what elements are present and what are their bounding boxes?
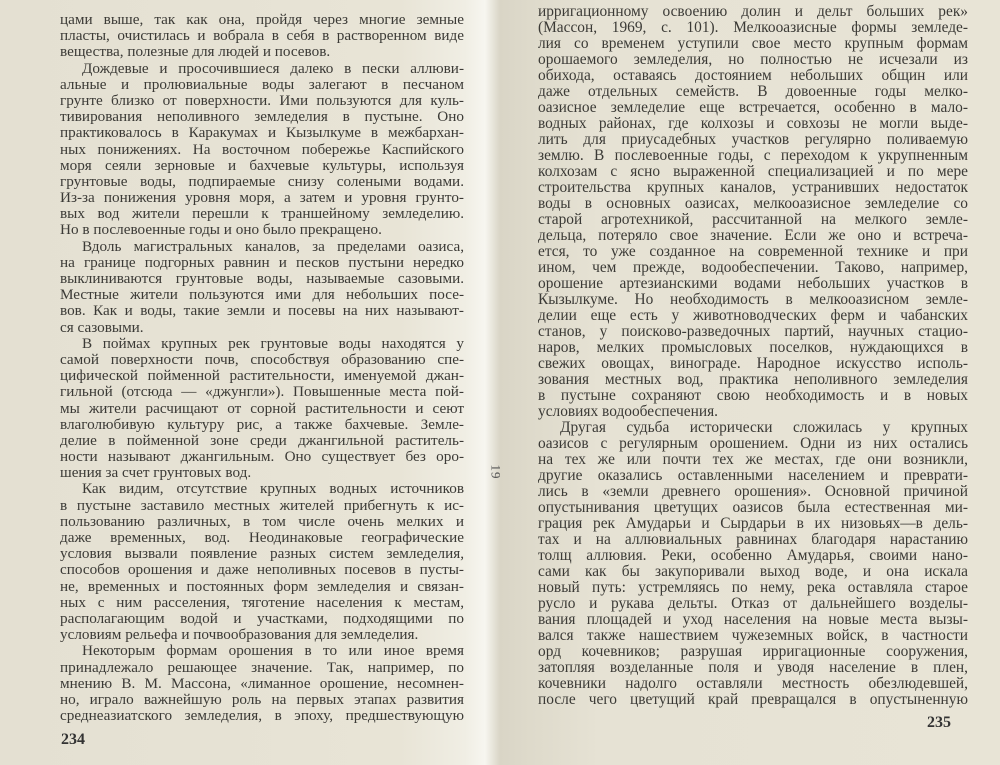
- text-line: водных районах, где колхозы и совхозы не могли выде-: [538, 115, 968, 132]
- text-line: ином, чем прежде, водообеспечении. Таково, например,: [538, 259, 968, 276]
- text-line: затопляя возделанные поля и уводя население в плен,: [538, 659, 968, 676]
- text-line: сами как бы закупоривали выход воде, и она искала: [538, 563, 968, 580]
- text-line: наров, мелких промысловых поселков, нуждающихся в: [538, 339, 968, 356]
- text-line: Другая судьба исторически сложилась у крупных: [560, 419, 968, 436]
- text-line: практиковалось в Каракумах и Кызылкуме в межбархан-: [60, 124, 464, 142]
- text-line: на тех же или почти тех же местах, где они возникли,: [538, 451, 968, 468]
- text-line: в пустыне заставило местных жителей прибегнуть к ис-: [60, 496, 464, 514]
- text-line: вался также нашествием чужеземных войск, в частности: [538, 627, 968, 644]
- text-line: (Массон, 1969, с. 101). Мелкооазисные формы земледе-: [538, 19, 968, 36]
- text-line: но, играло важнейшую роль на первых этапах развития: [60, 690, 464, 708]
- text-line: Местные жители пользуются ими для небольших посе-: [60, 286, 464, 304]
- text-line: вых вод жители перешли к траншейному земледелию.: [60, 205, 464, 223]
- text-line: даже отдельных семейств. В довоенные годы мелко-: [538, 83, 968, 100]
- text-line: ся сазовыми.: [60, 318, 144, 336]
- text-line: моря сеяли зерновые и бахчевые культуры, используя: [60, 156, 464, 174]
- text-line: лись в «земли древнего орошения». Основной причиной: [538, 483, 968, 500]
- text-line: оазисное земледелие еще встречается, особенно в мало-: [538, 99, 968, 116]
- left-page-number: 234: [61, 731, 85, 748]
- text-line: свежих овощах, винограде. Народное искусство исполь-: [538, 355, 968, 372]
- text-line: орошаемого земледелия, но полностью не исчезали из: [538, 51, 968, 68]
- text-line: лия со временем уступили свое место крупным формам: [538, 35, 968, 52]
- text-line: лить для приусадебных участков регулярно поливаемую: [538, 131, 968, 148]
- text-line: другие оказались оставленными населением и преврати-: [538, 467, 968, 484]
- text-line: Вдоль магистральных каналов, за пределами оазиса,: [82, 237, 464, 255]
- text-line: Дождевые и просочившиеся далеко в пески аллюви-: [82, 59, 464, 77]
- text-line: ных с ним расселения, тяготение населения к местам,: [60, 593, 464, 611]
- text-line: новый путь: устремляясь по нему, река оставляла старое: [538, 579, 968, 596]
- text-line: орошение артезианскими водами небольших участков в: [538, 275, 968, 292]
- right-page-number: 235: [927, 714, 951, 731]
- text-line: Из-за понижения уровня моря, а затем и уровня грунто-: [60, 189, 464, 207]
- text-line: ирригационному освоению долин и дельт больших рек»: [538, 3, 968, 20]
- text-line: среднеазиатского земледелия, в эпоху, предшествующую: [60, 707, 464, 725]
- text-line: вания площадей и уход населения на новые места вызы-: [538, 611, 968, 628]
- text-line: тах и на аллювиальных равнинах благодаря нарастанию: [538, 531, 968, 548]
- signature-mark: 19: [488, 464, 504, 480]
- text-line: условиях водообеспечения.: [538, 403, 718, 420]
- text-line: Некоторым формам орошения в то или иное время: [82, 642, 464, 660]
- text-line: грунтовые воды, подпираемые снизу солеными водами.: [60, 172, 464, 190]
- text-line: пользованию различных, в том числе очень мелких и: [60, 512, 464, 530]
- text-line: способов орошения и даже неполивных посевов в пусты-: [60, 561, 464, 579]
- text-line: вещества, полезные для людей и посевов.: [60, 43, 331, 61]
- text-line: пласты, очистилась и вобрала в себя в растворенном виде: [60, 27, 464, 45]
- text-line: колхозам с ясно выраженной специализацией и по мере: [538, 163, 968, 180]
- text-line: орд кочевников; разрушая ирригационные сооружения,: [538, 643, 968, 660]
- text-line: грунте близко от поверхности. Ими пользуются для куль-: [60, 91, 464, 109]
- text-line: Как видим, отсутствие крупных водных источников: [82, 480, 464, 498]
- text-line: дельца, потеряло свое значение. Если же оно и встреча-: [538, 227, 968, 244]
- text-line: после чего цветущий край превращался в опустыненную: [538, 691, 968, 708]
- text-line: выклиниваются грунтовые воды, называемые сазовыми.: [60, 270, 464, 287]
- text-line: оазисов с регулярным орошением. Одни из них остались: [538, 435, 968, 452]
- text-line: самой поверхности почв, способствуя образованию спе-: [60, 350, 464, 368]
- text-line: влаголюбивую культуру рис, а также бахчевые. Земле-: [60, 415, 464, 433]
- text-line: опустынивания цветущих оазисов была естественная ми-: [538, 499, 968, 516]
- text-line: делие в пойменной зоне среди джангильной раститель-: [60, 431, 464, 449]
- text-line: гильной (отсюда — «джунгли»). Повышенные места пой-: [60, 383, 464, 401]
- text-line: Но в послевоенные годы и оно было прекращено.: [60, 221, 382, 239]
- text-line: строительства крупных каналов, устранивших недостаток: [538, 179, 968, 196]
- text-line: располагающим водой и участками, подходящими по: [60, 609, 464, 627]
- text-line: цифической пойменной растительности, именуемой джан-: [60, 367, 464, 385]
- text-line: ности называют джангильным. Оно существует без оро-: [60, 448, 464, 466]
- text-line: условиям рельефа и почвообразования для земледелия.: [60, 626, 419, 644]
- right-page-text: [538, 4, 968, 708]
- text-line: землю. В послевоенные годы, с переходом к укрупненным: [538, 147, 968, 164]
- text-line: грация рек Амударьи и Сырдарьи в их низовьях—в дель-: [538, 515, 968, 532]
- text-line: В поймах крупных рек грунтовые воды находятся у: [82, 334, 464, 352]
- text-line: русло и рукава дельты. Отказ от дальнейшего возделы-: [538, 595, 968, 612]
- text-line: даже временных, вод. Неодинаковые географические: [60, 529, 464, 546]
- text-line: в пустыне сохраняют свою необходимость и в новых: [538, 387, 968, 404]
- text-line: зования местных вод, практика неполивного земледелия: [538, 371, 968, 388]
- text-line: ных понижениях. На восточном побережье Каспийского: [60, 140, 464, 158]
- left-page-text: [60, 12, 464, 724]
- text-line: тивирования неполивного земледелия в пустыне. Оно: [60, 108, 464, 126]
- text-line: делии еще есть у животноводческих ферм и чабанских: [538, 307, 968, 324]
- text-line: принадлежало решающее значение. Так, например, по: [60, 658, 464, 676]
- text-line: кочевники надолго оставляли местность обезлюдевшей,: [538, 675, 968, 692]
- text-line: цами выше, так как она, пройдя через многие земные: [60, 11, 464, 28]
- text-line: станов, у поисково-разведочных партий, научных стацио-: [538, 323, 968, 340]
- text-line: мнению В. М. Массона, «лиманное орошение, несомнен-: [60, 674, 464, 692]
- text-line: обихода, оставаясь достоянием небольших общин или: [538, 67, 968, 84]
- text-line: шения за счет грунтовых вод.: [60, 464, 252, 482]
- text-line: Кызылкуме. Но необходимость в мелкооазисном земле-: [538, 291, 968, 308]
- text-line: альные и пролювиальные воды залегают в песчаном: [60, 75, 464, 93]
- text-line: толщ аллювия. Реки, особенно Амударья, своими нано-: [538, 547, 968, 564]
- text-line: условия вызвали появление разных систем земледелия,: [60, 545, 464, 563]
- text-line: не, временных и постоянных форм земледелия и связан-: [60, 577, 464, 595]
- text-line: старой агротехникой, рассчитанной на мелкого земле-: [538, 211, 968, 228]
- text-line: вов. Как и воды, такие земли и посевы на них называют-: [60, 302, 464, 320]
- text-line: ется, то уже созданное на современной технике и при: [538, 243, 968, 260]
- text-line: воды в основных оазисах, мелкооазисное земледелие со: [538, 195, 968, 212]
- text-line: на границе подгорных равнин и песков пустыни нередко: [60, 253, 464, 271]
- text-line: мы жители расчищают от сорной растительности и сеют: [60, 399, 464, 417]
